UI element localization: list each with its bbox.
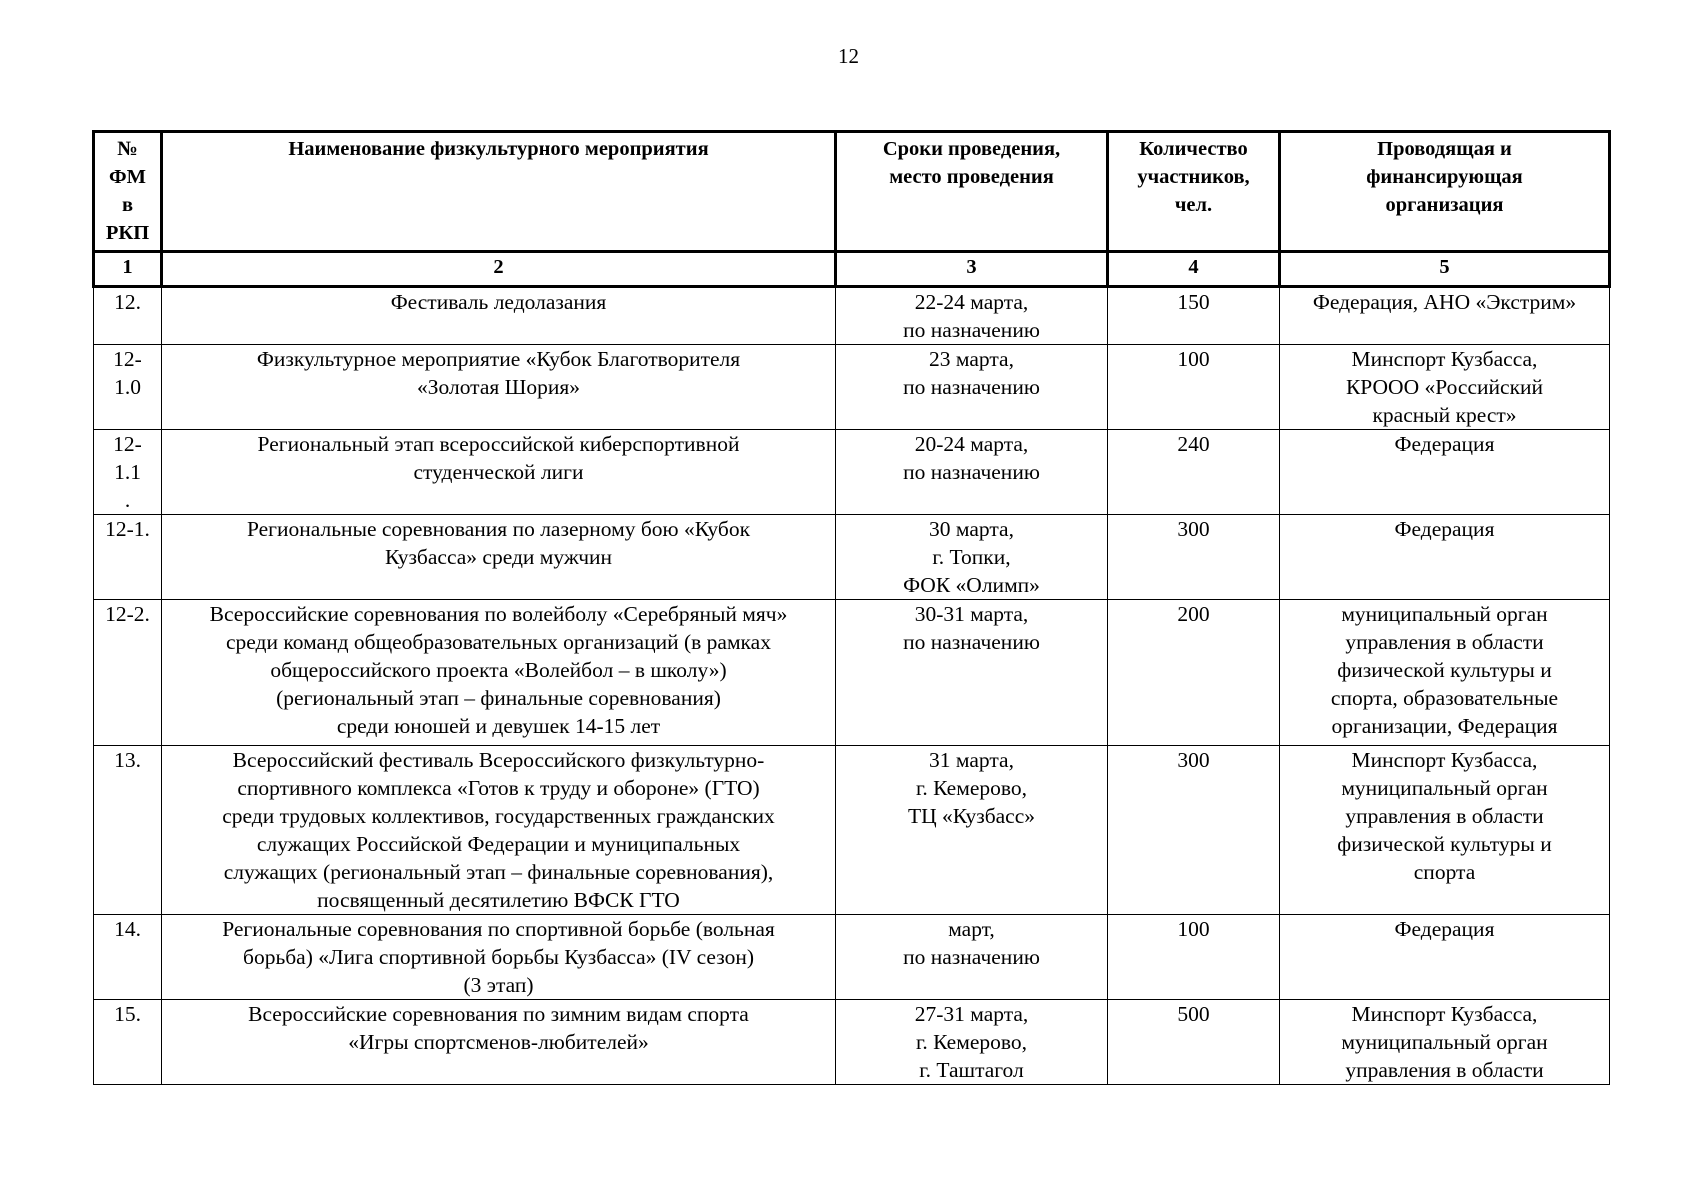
column-number-row [94,252,1610,287]
table-row [94,915,1610,1000]
header-number: № ФМ в РКП [94,132,162,252]
event-dates: 22-24 марта, по назначению [836,287,1108,345]
header-organization: Проводящая и финансирующая организация [1280,132,1610,252]
event-organization: Минспорт Кузбасса, КРООО «Российский красный крест» [1280,345,1610,430]
events-table [92,130,1611,1085]
table-header-row [94,132,1610,252]
event-dates: март, по назначению [836,915,1108,1000]
page-number: 12 [838,44,859,68]
event-name: Всероссийские соревнования по зимним видам спорта «Игры спортсменов-любителей» [162,1000,836,1085]
event-number: 12-2. [94,600,162,746]
table-row [94,600,1610,746]
event-dates: 23 марта, по назначению [836,345,1108,430]
event-dates: 27-31 марта, г. Кемерово, г. Таштагол [836,1000,1108,1085]
event-number: 12. [94,287,162,345]
event-dates: 30 марта, г. Топки, ФОК «Олимп» [836,515,1108,600]
event-participants: 150 [1108,287,1280,345]
event-participants: 240 [1108,430,1280,515]
column-number: 2 [162,252,836,287]
event-name: Физкультурное мероприятие «Кубок Благотворителя «Золотая Шория» [162,345,836,430]
column-number: 5 [1280,252,1610,287]
event-name: Региональные соревнования по лазерному бою «Кубок Кузбасса» среди мужчин [162,515,836,600]
event-name: Всероссийские соревнования по волейболу «Серебряный мяч» среди команд общеобразовательных организаций (в рамках общероссийского проекта «Волейбол – в школу») (региональный этап – финальные соревнования) среди юношей и девушек 14-15 лет [162,600,836,746]
event-dates: 31 марта, г. Кемерово, ТЦ «Кузбасс» [836,746,1108,915]
event-number: 12-1. [94,515,162,600]
header-dates-place: Сроки проведения, место проведения [836,132,1108,252]
event-participants: 300 [1108,515,1280,600]
event-participants: 300 [1108,746,1280,915]
event-number: 14. [94,915,162,1000]
event-number: 12- 1.0 [94,345,162,430]
event-organization: Минспорт Кузбасса, муниципальный орган управления в области [1280,1000,1610,1085]
table-row [94,746,1610,915]
event-organization: муниципальный орган управления в области физической культуры и спорта, образовательные организации, Федерация [1280,600,1610,746]
event-organization: Федерация [1280,515,1610,600]
event-participants: 500 [1108,1000,1280,1085]
event-organization: Минспорт Кузбасса, муниципальный орган управления в области физической культуры и спорта [1280,746,1610,915]
header-event-name: Наименование физкультурного мероприятия [162,132,836,252]
event-organization: Федерация [1280,915,1610,1000]
table-row [94,515,1610,600]
event-organization: Федерация, АНО «Экстрим» [1280,287,1610,345]
event-name: Фестиваль ледолазания [162,287,836,345]
event-name: Всероссийский фестиваль Всероссийского физкультурно- спортивного комплекса «Готов к труду и обороне» (ГТО) среди трудовых коллективов, государственных гражданских служащих Российской Федерации и муниципальных служащих (региональный этап – финальные соревнования), посвященный десятилетию ВФСК ГТО [162,746,836,915]
event-participants: 100 [1108,915,1280,1000]
event-organization: Федерация [1280,430,1610,515]
event-name: Региональные соревнования по спортивной борьбе (вольная борьба) «Лига спортивной борьбы Кузбасса» (IV сезон) (3 этап) [162,915,836,1000]
event-participants: 200 [1108,600,1280,746]
table-row [94,345,1610,430]
table-row [94,430,1610,515]
event-number: 13. [94,746,162,915]
table-row [94,1000,1610,1085]
event-participants: 100 [1108,345,1280,430]
column-number: 1 [94,252,162,287]
column-number: 3 [836,252,1108,287]
event-number: 12- 1.1 . [94,430,162,515]
event-number: 15. [94,1000,162,1085]
event-dates: 30-31 марта, по назначению [836,600,1108,746]
column-number: 4 [1108,252,1280,287]
header-participants: Количество участников, чел. [1108,132,1280,252]
event-dates: 20-24 марта, по назначению [836,430,1108,515]
event-name: Региональный этап всероссийской киберспортивной студенческой лиги [162,430,836,515]
table-row [94,287,1610,345]
